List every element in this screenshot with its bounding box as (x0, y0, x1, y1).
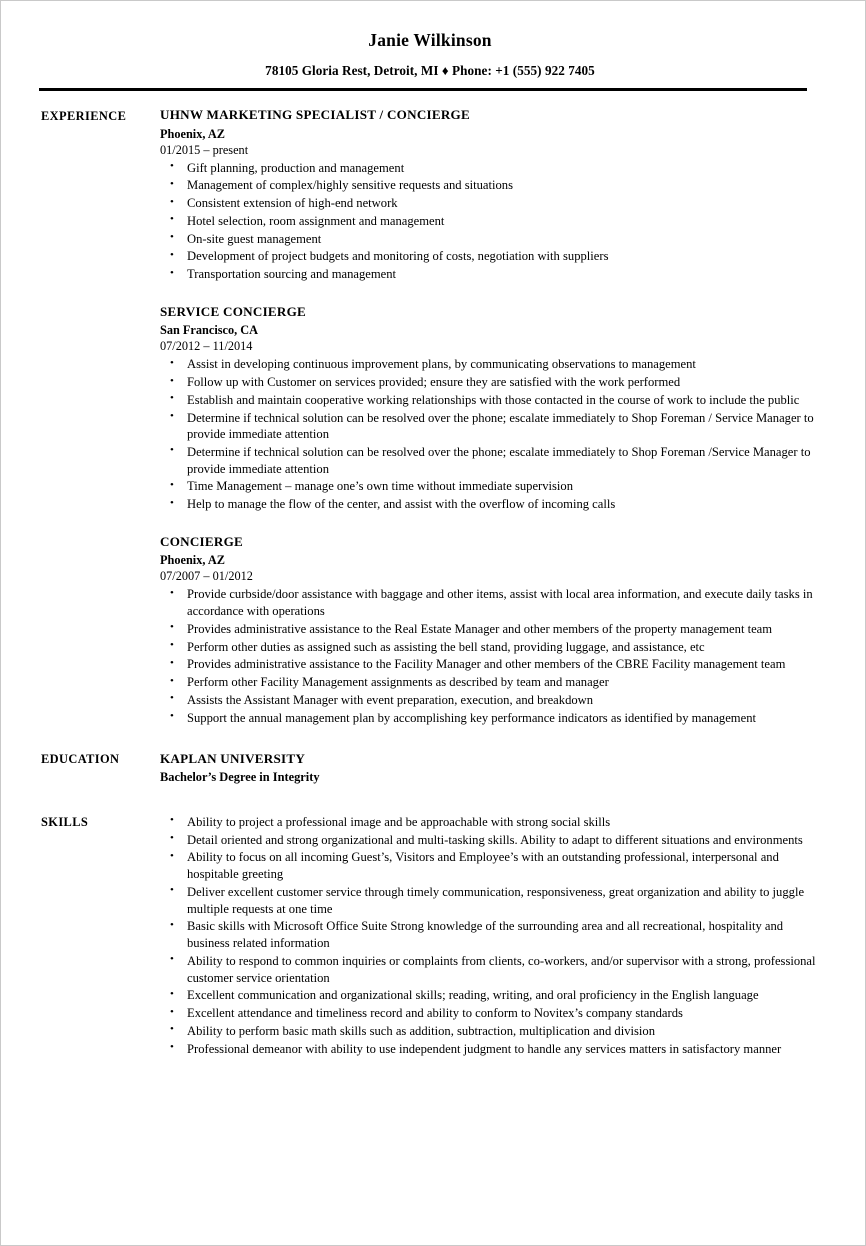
job-title: CONCIERGE (160, 533, 244, 549)
education-body (160, 750, 821, 786)
experience-job (160, 304, 821, 513)
job-dates: 01/2015 – present (160, 142, 249, 157)
job-bullet: • Gift planning, production and management (160, 160, 821, 177)
skill-bullet: • Excellent communication and organizational skills; reading, writing, and oral proficiency in the English language (160, 987, 821, 1004)
job-bullet: • Assist in developing continuous improvement plans, by communicating observations to management (160, 356, 821, 373)
job-title: SERVICE CONCIERGE (160, 303, 307, 319)
job-bullet: • Management of complex/highly sensitive requests and situations (160, 177, 821, 194)
skill-bullet: • Basic skills with Microsoft Office Suite Strong knowledge of the surrounding area and all recreational, hospitality and business related information (160, 918, 821, 951)
education-school: KAPLAN UNIVERSITY (160, 751, 306, 767)
job-bullet: • Provide curbside/door assistance with baggage and other items, assist with local area information, and execute daily tasks in accordance with operations (160, 586, 821, 619)
skills-section (39, 813, 821, 1057)
job-title: UHNW MARKETING SPECIALIST / CONCIERGE (160, 107, 470, 123)
skill-bullet: • Excellent attendance and timeliness record and ability to conform to Novitex’s company standards (160, 1005, 821, 1022)
job-bullet: • Establish and maintain cooperative working relationships with those contacted in the course of work to include the public (160, 392, 821, 409)
section-label-skills: SKILLS (41, 814, 89, 829)
skill-bullet: • Ability to project a professional image and be approachable with strong social skills (160, 814, 821, 831)
job-bullet: • Determine if technical solution can be resolved over the phone; escalate immediately to Shop Foreman / Service Manager to provide immediate attention (160, 410, 821, 443)
job-bullet: • Perform other duties as assigned such as assisting the bell stand, providing luggage, and assistance, etc (160, 639, 821, 656)
job-bullet: • Determine if technical solution can be resolved over the phone; escalate immediately to Shop Foreman /Service Manager to provide immediate attention (160, 444, 821, 477)
job-bullet: • Provides administrative assistance to the Real Estate Manager and other members of the property management team (160, 621, 821, 638)
education-section (39, 750, 821, 786)
skill-bullet: • Ability to respond to common inquiries or complaints from clients, co-workers, and/or supervisor with a strong, professional customer service orientation (160, 953, 821, 986)
header-divider (39, 88, 807, 91)
job-bullet-list (160, 160, 821, 283)
job-bullet: • Transportation sourcing and management (160, 266, 821, 283)
job-bullet: • Time Management – manage one’s own time without immediate supervision (160, 478, 821, 495)
job-location: San Francisco, CA (160, 323, 259, 338)
section-label-experience: EXPERIENCE (41, 109, 127, 124)
job-location: Phoenix, AZ (160, 553, 225, 568)
skill-bullet: • Detail oriented and strong organizational and multi-tasking skills. Ability to adapt to different situations and environments (160, 832, 821, 849)
job-bullet: • Support the annual management plan by accomplishing key performance indicators as identified by management (160, 710, 821, 727)
skills-body (160, 813, 821, 1057)
job-bullet: • Help to manage the flow of the center, and assist with the overflow of incoming calls (160, 496, 821, 513)
candidate-name: Janie Wilkinson (368, 30, 492, 50)
skill-bullet: • Ability to focus on all incoming Guest’s, Visitors and Employee’s with an outstanding professional, interpersonal and hospitable greeting (160, 849, 821, 882)
experience-body (160, 107, 821, 726)
job-bullet: • Provides administrative assistance to the Facility Manager and other members of the CBRE Facility management team (160, 656, 821, 673)
resume-header (39, 31, 821, 91)
experience-job (160, 107, 821, 283)
job-bullet: • Development of project budgets and monitoring of costs, negotiation with suppliers (160, 248, 821, 265)
section-label-education: EDUCATION (41, 752, 120, 767)
job-location: Phoenix, AZ (160, 126, 225, 141)
job-bullet: • Perform other Facility Management assignments as described by team and manager (160, 674, 821, 691)
job-bullet-list (160, 586, 821, 726)
job-bullet: • Assists the Assistant Manager with event preparation, execution, and breakdown (160, 692, 821, 709)
job-dates: 07/2007 – 01/2012 (160, 569, 253, 584)
contact-line: 78105 Gloria Rest, Detroit, MI ♦ Phone: +1 (555) 922 7405 (265, 63, 595, 79)
job-bullet: • Hotel selection, room assignment and management (160, 213, 821, 230)
job-bullet-list (160, 356, 821, 513)
skills-list (160, 814, 821, 1057)
job-bullet: • Follow up with Customer on services provided; ensure they are satisfied with the work performed (160, 374, 821, 391)
skill-bullet: • Professional demeanor with ability to use independent judgment to handle any services matters in satisfactory manner (160, 1041, 821, 1058)
skill-bullet: • Ability to perform basic math skills such as addition, subtraction, multiplication and division (160, 1023, 821, 1040)
job-dates: 07/2012 – 11/2014 (160, 339, 253, 354)
resume-content (1, 1, 865, 1245)
experience-job (160, 534, 821, 726)
job-bullet: • On-site guest management (160, 231, 821, 248)
skill-bullet: • Deliver excellent customer service through timely communication, responsiveness, great organization and ability to juggle multiple requests at one time (160, 884, 821, 917)
job-bullet: • Consistent extension of high-end network (160, 195, 821, 212)
experience-section (39, 107, 821, 726)
education-degree: Bachelor’s Degree in Integrity (160, 770, 320, 785)
